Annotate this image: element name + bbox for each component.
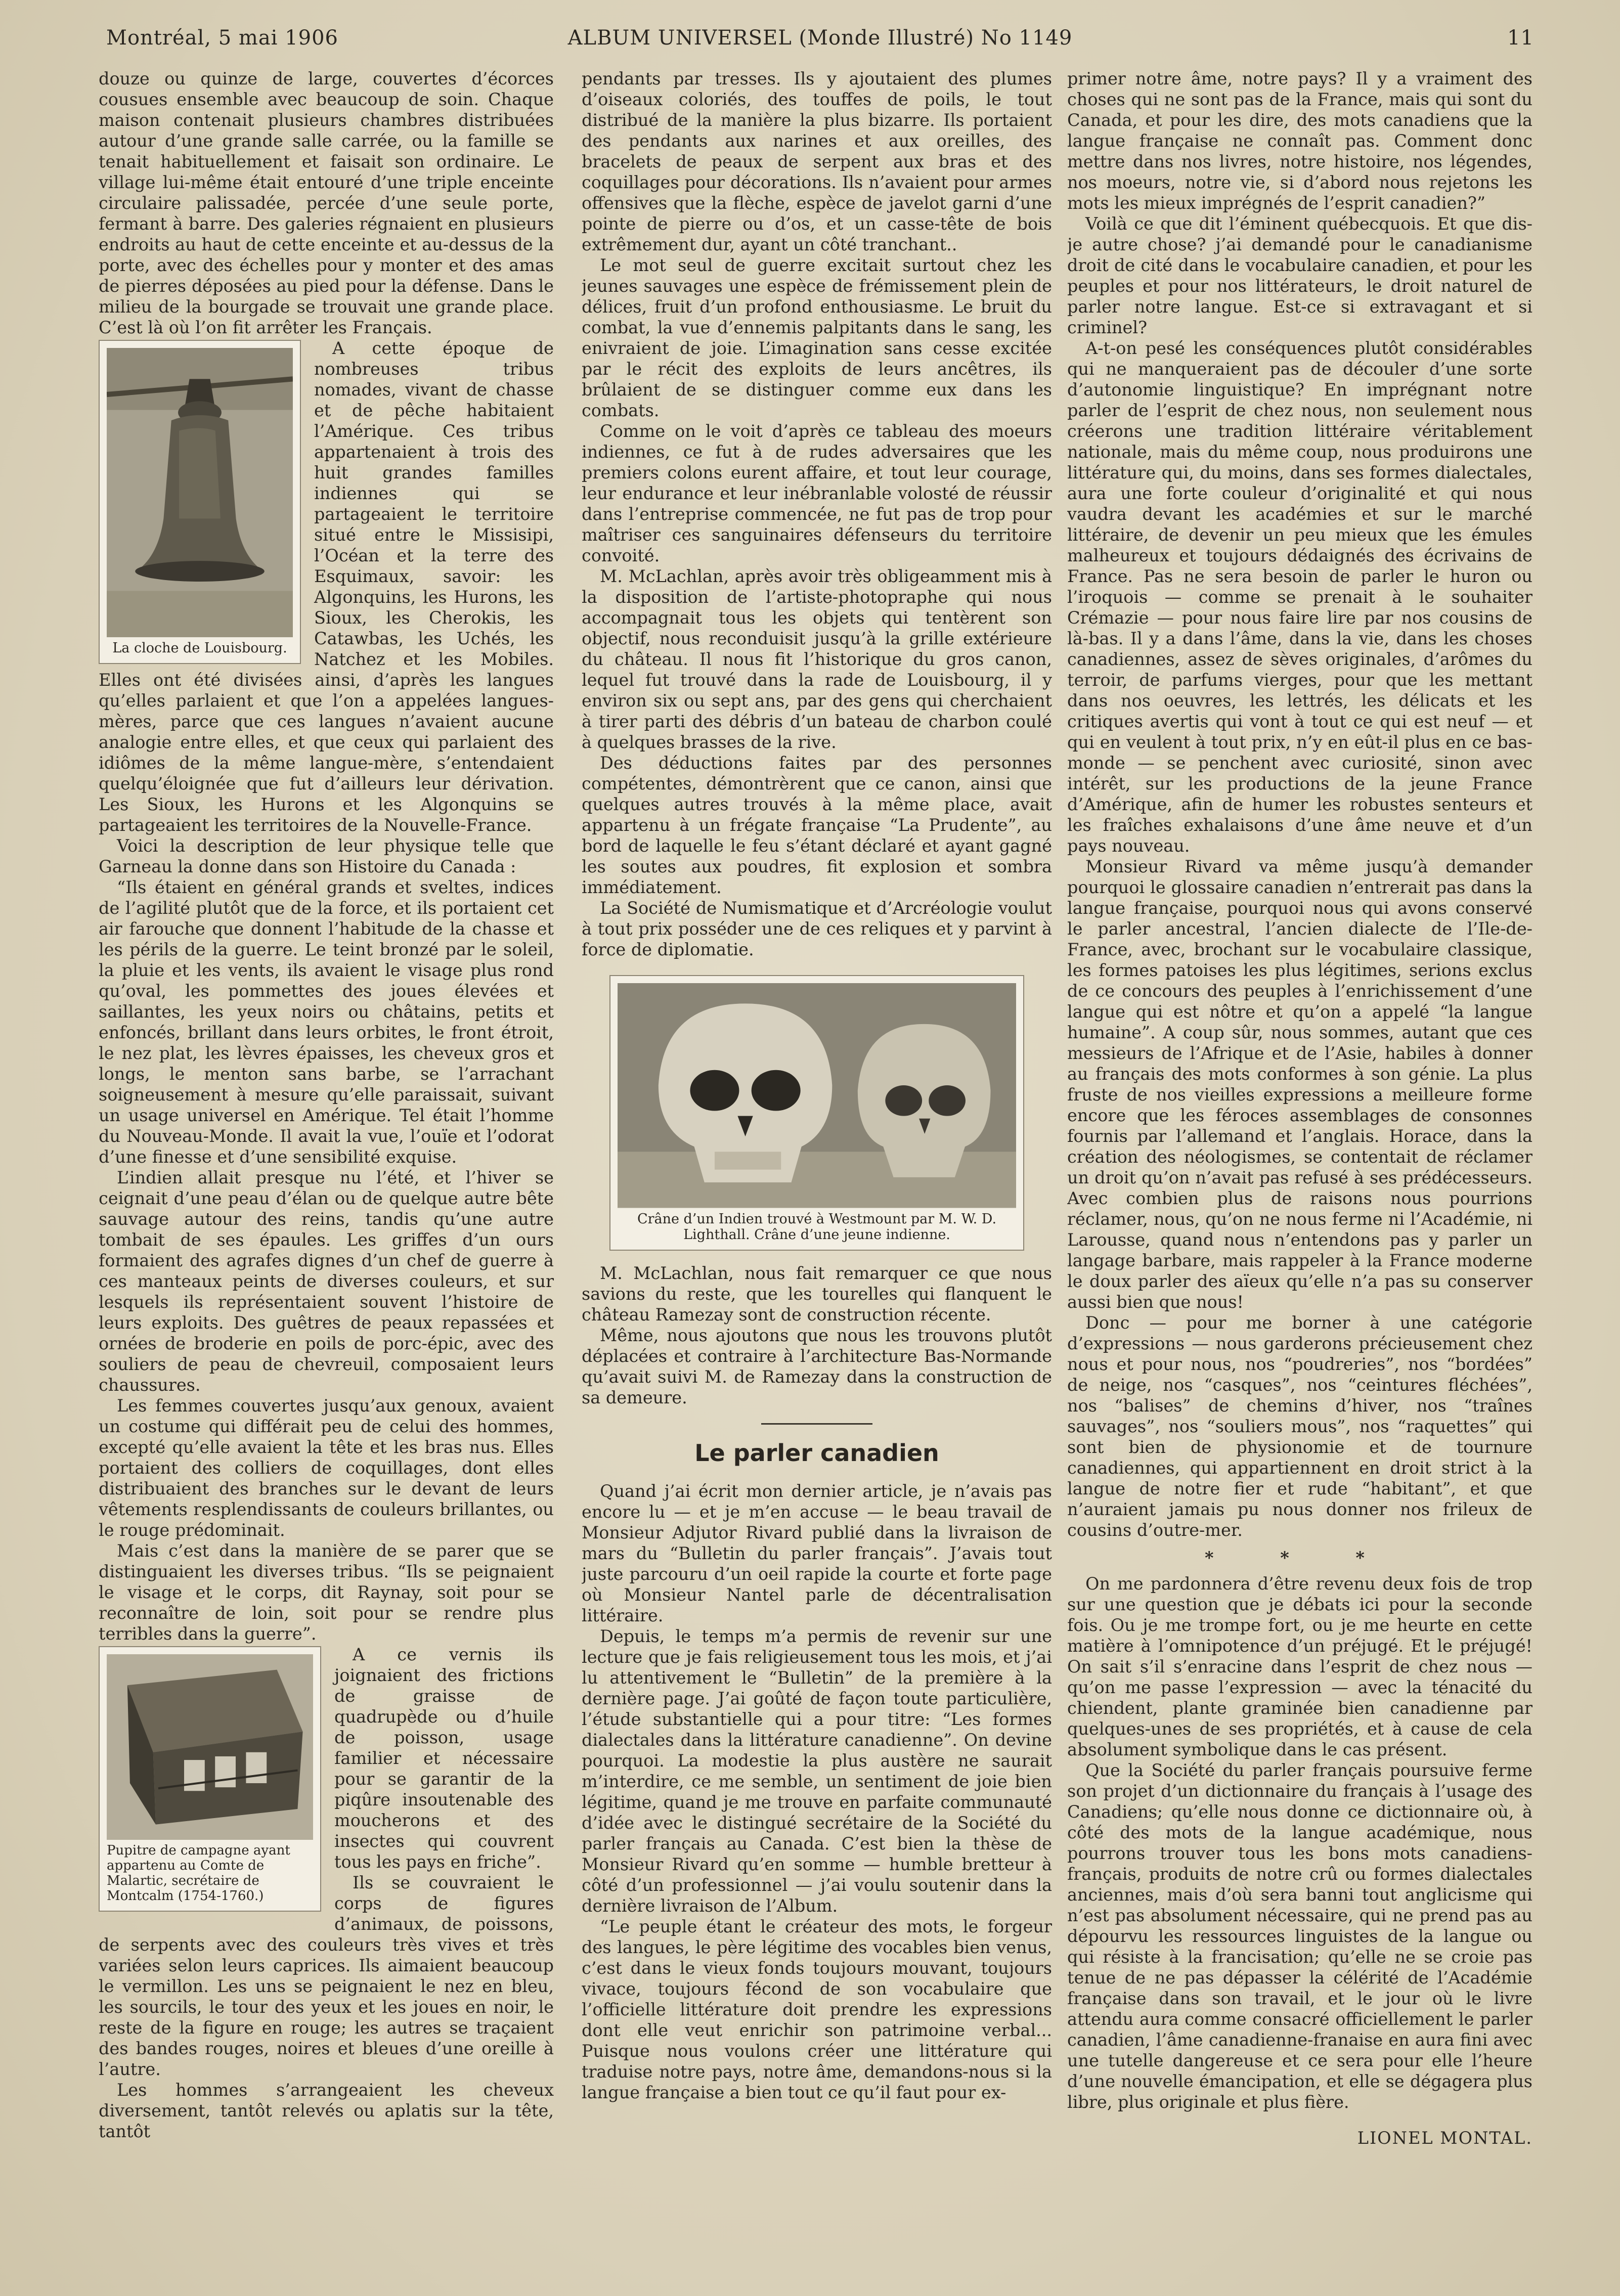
column-3 — [1067, 68, 1533, 2258]
figure-skulls — [609, 975, 1024, 1251]
page-header — [106, 26, 1534, 62]
paragraph: M. McLachlan, après avoir très obligeamment mis à la disposition de l’artiste-photopraphe qui nous accompagnait tous les objets qui tentèrent son objectif, nous reconduisit jusqu’à la grille extérieure du château. Il nous fit l’historique du gros canon, lequel fut trouvé dans la rade de Louisbourg, il y environ six ou sept ans, par des gens qui cherchaient à tirer parti des débris d’un bateau de charbon coulé à quelques brasses de la rive. — [582, 566, 1052, 752]
paragraph: On me pardonnera d’être revenu deux fois de trop sur une question que je débats ici pour la seconde fois. Ou je me trompe fort, ou je me heurte en cette matière à l’omnipotence d’un préjugé. Et le préjugé! On sait s’il s’enracine dans l’esprit de chez nous — qu’on me passe l’expression — avec la ténacité du chiendent, plante graminée bien canadienne par quelques-unes de ses propriétés, et à cause de cela absolument symbolique dans le cas présent. — [1067, 1574, 1533, 1759]
bell-photo — [107, 348, 293, 637]
paragraph: Les femmes couvertes jusqu’aux genoux, avaient un costume qui différait peu de celui des hommes, excepté qu’elle avaient la tête et les bras nus. Elles portaient des colliers de coquillages, dont elles distribuaient des branches sur le devant de leurs vêtements resplendissants de couleurs brillantes, ou le rouge prédominait. — [99, 1396, 554, 1540]
paragraph: primer notre âme, notre pays? Il y a vraiment des choses qui ne sont pas de la France, mais qui sont du Canada, et pour les dire, des mots canadiens que la langue française ne connaît pas. Comment donc mettre dans nos livres, notre histoire, nos légendes, nos moeurs, notre vie, si d’abord nous rejetons les mots les mieux imprégnés de l’esprit canadien?” — [1067, 69, 1533, 213]
paragraph: Donc — pour me borner à une catégorie d’expressions — nous garderons précieusement chez nous et pour nous, nos “poudreries”, nos “bordées” de neige, nos “casques”, nos “ceintures fléchées”, nos “balises” de chemins d’hiver, nos “traînes sauvages”, nos “souliers mous”, nos “raquettes” qui sont bien de physionomie et de tournure canadiennes, qui appartiennent en droit strict à la langue de notre fier et rude “habitant”, et que n’auraient jamais pu nous donner nos frileux de cousins d’outre-mer. — [1067, 1313, 1533, 1540]
figure-desk — [99, 1646, 321, 1912]
section-stars: * * * — [1205, 1548, 1395, 1568]
figure-bell-caption: La cloche de Louisbourg. — [112, 640, 287, 656]
skulls-photo — [618, 983, 1016, 1208]
paragraph: M. McLachlan, nous fait remarquer ce que nous savions du reste, que les tourelles qui flanquent le château Ramezay sont de construction récente. — [582, 1263, 1052, 1324]
paragraph: pendants par tresses. Ils y ajoutaient des plumes d’oiseaux coloriés, des touffes de poils, le tout distribué de la manière la plus bizarre. Ils portaient des pendants aux narines et aux oreilles, des bracelets de peaux de serpent aux bras et des coquillages pour décorations. Ils n’avaient pour armes offensives que la flèche, espèce de javelot garni d’une pointe de pierre ou d’os, et un casse-tête de bois extrêmement dur, ayant un côté tranchant.. — [582, 69, 1052, 254]
header-publication: ALBUM UNIVERSEL (Monde Illustré) No 1149 — [567, 26, 1073, 50]
paragraph: Le mot seul de guerre excitait surtout chez les jeunes sauvages une espèce de frémissement plein de délices, fruit d’un profond enthousiasme. Le bruit du combat, la vue d’ennemis palpitants dans le sang, les enivraient de joie. L’imagination sans cesse excitée par le récit des exploits de leurs ancêtres, ils brûlaient de se distinguer comme eux dans les combats. — [582, 255, 1052, 420]
paragraph: L’indien allait presque nu l’été, et l’hiver se ceignait d’une peau d’élan ou de quelque autre bête sauvage autour des reins, tandis qu’une autre tombait de ses épaules. Les griffes d’un ours formaient des agrafes dignes d’un chef de guerre à ces manteaux peints de diverses couleurs, et sur lesquels ils représentaient souvent l’histoire de leurs exploits. Des guêtres de peaux repassées et ornées de broderie en poils de porc-épic, avec des souliers de peau de chevreuil, composaient leurs chaussures. — [99, 1168, 554, 1395]
paragraph: Depuis, le temps m’a permis de revenir sur une lecture que je fais religieusement tous les mois, et j’ai lu attentivement le “Bulletin” de la première à la dernière page. J’ai goûté de façon toute particulière, l’étude substantielle qui a pour titre: “Les formes dialectales dans la littérature canadienne”. On devine pourquoi. La modestie la plus austère ne saurait m’interdire, ce me semble, un sentiment de joie bien légitime, quand je me trouve en parfaite communauté d’idée avec le distingué secrétaire de la Société du parler français au Canada. C’est bien la thèse de Monsieur Rivard qu’en somme — humble bretteur à côté d’un professionnel — j’ai voulu soutenir dans la dernière livraison de l’Album. — [582, 1626, 1052, 1916]
figure-desk-caption: Pupitre de campagne ayant appartenu au Comte de Malartic, secrétaire de Montcalm (1754-1760.) — [107, 1843, 290, 1904]
paragraph: Que la Société du parler français poursuive ferme son projet d’un dictionnaire du français à l’usage des Canadiens; qu’elle nous donne ce dictionnaire où, à côté des mots de la langue académique, nous pourrons trouver tous les bons mots canadiens-français, produits de notre crû ou formes dialectales anciennes, mais d’où sera banni tout anglicisme qui n’est pas absolument nécessaire, qui ne prend pas au dépourvu les ressources linguistes de la langue ou qui résiste à la francisation; qu’elle ne se croie pas tenue de ne pas dépasser la célérité de l’Académie française dans son travail, et le jour où le livre attendu aura comme consacré officiellement le parler canadien, l’âme canadienne-franaise en aura fini avec une tutelle dangereuse et ce sera pour elle l’heure d’une nouvelle émancipation, et elle se dégagera plus libre, plus originale et plus fière. — [1067, 1760, 1533, 2112]
paragraph: Comme on le voit d’après ce tableau des moeurs indiennes, ce fut à de rudes adversaires que les premiers colons eurent affaire, et tout leur courage, leur endurance et leur inébranlable volosté de réussir dans l’entreprise commencée, ne fut pas de trop pour maîtriser ces sanguinaires défenseurs du territoire convoité. — [582, 421, 1052, 565]
paragraph: Mais c’est dans la manière de se parer que se distinguaient les diverses tribus. “Ils se peignaient le visage et le corps, dit Raynay, soit pour se reconnaître de loin, soit pour se rendre plus terribles dans la guerre”. — [99, 1541, 554, 1644]
paragraph: A ce vernis ils joignaient des frictions de graisse de quadrupède ou d’huile de poisson, usage familier et nécessaire pour se garantir de la piqûre insoutenable des moucherons et des insectes qui couvrent tous les pays en friche”. — [334, 1645, 554, 1872]
section-divider — [761, 1423, 872, 1425]
paragraph: “Ils étaient en général grands et sveltes, indices de l’agilité plutôt que de la force, et ils portaient cet air farouche que donnent l’habitude de la chasse et les périls de la guerre. Le teint bronzé par le soleil, la pluie et les vents, ils avaient le visage plus rond qu’oval, les pommettes des joues élevées et saillantes, les yeux noirs ou châtains, petits et enfoncés, brillant dans leurs orbites, le front étroit, le nez plat, les lèvres épaisses, les cheveux gros et longs, le menton sans barbe, se l’arrachant soigneusement à mesure qu’elle paraissait, suivant un usage universel en Amérique. Tel était l’homme du Nouveau-Monde. Il avait la vue, l’ouïe et l’odorat d’une finesse et d’une sensibilité exquise. — [99, 877, 554, 1167]
section-title: Le parler canadien — [694, 1439, 939, 1467]
paragraph: Même, nous ajoutons que nous les trouvons plutôt déplacées et contraire à l’architecture Bas-Normande qu’avait suivi M. de Ramezay dans la construction de sa demeure. — [582, 1325, 1052, 1407]
figure-bell — [99, 340, 301, 664]
paragraph: Voilà ce que dit l’éminent québecquois. Et que dis-je autre chose? j’ai demandé pour le canadianisme droit de cité dans le vocabulaire canadien, et pour les peuples et pour nos littérateurs, le droit naturel de parler notre langue. Est-ce si extravagant et si criminel? — [1067, 214, 1533, 337]
figure-skulls-caption: Crâne d’un Indien trouvé à Westmount par M. W. D. Lighthall. Crâne d’une jeune indienne. — [637, 1211, 997, 1243]
column-1 — [99, 68, 554, 2258]
paragraph: Ils se couvraient le corps de figures d’animaux, de poissons, de serpents avec des couleurs très vives et très variées selon leurs caprices. Ils aimaient beaucoup le vermillon. Les uns se peignaient le nez en bleu, les sourcils, le tour des yeux et les joues en noir, le reste de la figure en rouge; les autres se traçaient des bandes rouges, noires et bleues d’une oreille à l’autre. — [99, 1873, 554, 2079]
header-date: Montréal, 5 mai 1906 — [106, 26, 338, 50]
paragraph: Quand j’ai écrit mon dernier article, je n’avais pas encore lu — et je m’en accuse — le beau travail de Monsieur Adjutor Rivard publié dans la livraison de mars du “Bulletin du parler français”. J’avais tout juste parcouru d’un oeil rapide la courte et forte page où Monsieur Nantel parle de décentralisation littéraire. — [582, 1481, 1052, 1625]
paragraph: A cette époque de nombreuses tribus nomades, vivant de chasse et de pêche habitaient l’Amérique. Ces tribus appartenaient à trois des huit grandes familles indiennes qui se partageaient le territoire situé entre le Missisipi, l’Océan et la terre des Esquimaux, savoir: les Algonquins, les Hurons, les Sioux, les Cherokis, les Catawbas, les Uchés, les Natchez et les Mobiles. Elles ont été divisées ainsi, d’après les langues qu’elles parlaient et que l’on a appelées langues-mères, parce que ces langues n’avaient aucune analogie entre elles, et que ceux qui parlaient des idiômes de la même langue-mère, s’entendaient quelqu’éloignée que fut d’ailleurs leur dérivation. Les Sioux, les Hurons et les Algonquins se partageaient les territoires de la Nouvelle-France. — [99, 338, 554, 835]
paragraph: Voici la description de leur physique telle que Garneau la donne dans son Histoire du Canada : — [99, 836, 554, 876]
header-page-number: 11 — [1507, 26, 1534, 50]
column-2 — [582, 68, 1052, 2258]
author-signature: LIONEL MONTAL. — [1357, 2128, 1533, 2148]
desk-photo — [107, 1654, 313, 1840]
paragraph: douze ou quinze de large, couvertes d’écorces cousues ensemble avec beaucoup de soin. Chaque maison contenait plusieurs chambres distribuées autour d’une grande salle carrée, ou la famille se tenait habituellement et faisait son ordinaire. Le village lui-même était entouré d’une triple enceinte circulaire palissadée, percée d’une seule porte, fermant à barre. Des galeries régnaient en plusieurs endroits au haut de cette enceinte et au-dessus de la porte, avec des échelles pour y monter et des amas de pierres déposées au pied pour la défense. Dans le milieu de la bourgade se trouvait une grande place. C’est là où l’on fit arrêter les Français. — [99, 69, 554, 337]
paragraph: “Le peuple étant le créateur des mots, le forgeur des langues, le père légitime des vocables bien venus, c’est dans le vieux fonds toujours mouvant, toujours vivace, toujours fécond de son vocabulaire que l’officielle littérature doit prendre les expressions dont elle veut enrichir son patrimoine verbal... Puisque nous voulons créer une littérature qui traduise notre pays, notre âme, demandons-nous si la langue française a bien tout ce qu’il faut pour ex- — [582, 1916, 1052, 2102]
paragraph: Les hommes s’arrangeaient les cheveux diversement, tantôt relevés ou aplatis sur la tête, tantôt — [99, 2080, 554, 2141]
paragraph: La Société de Numismatique et d’Arcréologie voulut à tout prix posséder une de ces reliques et y parvint à force de diplomatie. — [582, 898, 1052, 959]
paragraph: Monsieur Rivard va même jusqu’à demander pourquoi le glossaire canadien n’entrerait pas dans la langue française, pourquoi nous qui avons conservé le parler ancestral, l’ancien dialecte de l’Ile-de-France, avec, brochant sur le vocabulaire classique, les formes patoises les plus légitimes, serions exclus de ce concours des peuples à l’enrichissement d’une langue qui est nôtre et qu’on a appelé “la langue humaine”. A coup sûr, nous sommes, autant que ces messieurs de l’Afrique et de l’Asie, habiles à donner au français des mots conformes à son génie. La plus fruste de nos vieilles expressions a meilleure forme encore que les féroces assemblages de consonnes fournis par l’allemand et l’anglais. Horace, dans la création des néologismes, se contentait de réclamer un droit qu’on n’avait pas refusé à ses prédécesseurs. Avec combien plus de raisons nous pourrions réclamer, nous, qu’on ne nous ferme ni l’Académie, ni Larousse, quand nous n’entendons pas y parler un langage barbare, mais rappeler à la France moderne le doux parler des aïeux qu’elle n’a pas su conserver aussi bien que nous! — [1067, 857, 1533, 1312]
paragraph: Des déductions faites par des personnes compétentes, démontrèrent que ce canon, ainsi que quelques autres trouvés à la même place, avait appartenu à un frégate française “La Prudente”, au bord de laquelle le feu s’étant déclaré et ayant gagné les soutes aux poudres, fit explosion et sombra immédiatement. — [582, 753, 1052, 897]
paragraph: A-t-on pesé les conséquences plutôt considérables qui ne manqueraient pas de découler d’une sorte d’autonomie linguistique? En imprégnant notre parler de l’esprit de chez nous, non seulement nous créerons une tradition littéraire véritablement nationale, mais du même coup, nous produirons une littérature qui, du moins, dans ses formes dialectales, aura une forte couleur d’originalité et qui nous vaudra devant les académies et sur le marché littéraire, de devenir un peu mieux que les émules malheureux et toujours dédaignés des écrivains de France. Pas ne sera besoin de parler le huron ou l’iroquois — comme se prenait à le souhaiter Crémazie — pour nous faire lire par nos cousins de là-bas. Il y a dans l’âme, dans la vie, dans les choses canadiennes, assez de sèves originales, d’arômes du terroir, de parfums vierges, pour que les mettant dans nos oeuvres, les lettrés, les délicats et les critiques avertis qui vont à tout ce qui est neuf — et qui en veulent à tout prix, n’y en eût-il plus en ce bas-monde — se penchent avec curiosité, sinon avec intérêt, sur les productions de la jeune France d’Amérique, afin de humer les robustes senteurs et les fraîches exhalaisons d’une âme neuve et d’un pays nouveau. — [1067, 338, 1533, 856]
